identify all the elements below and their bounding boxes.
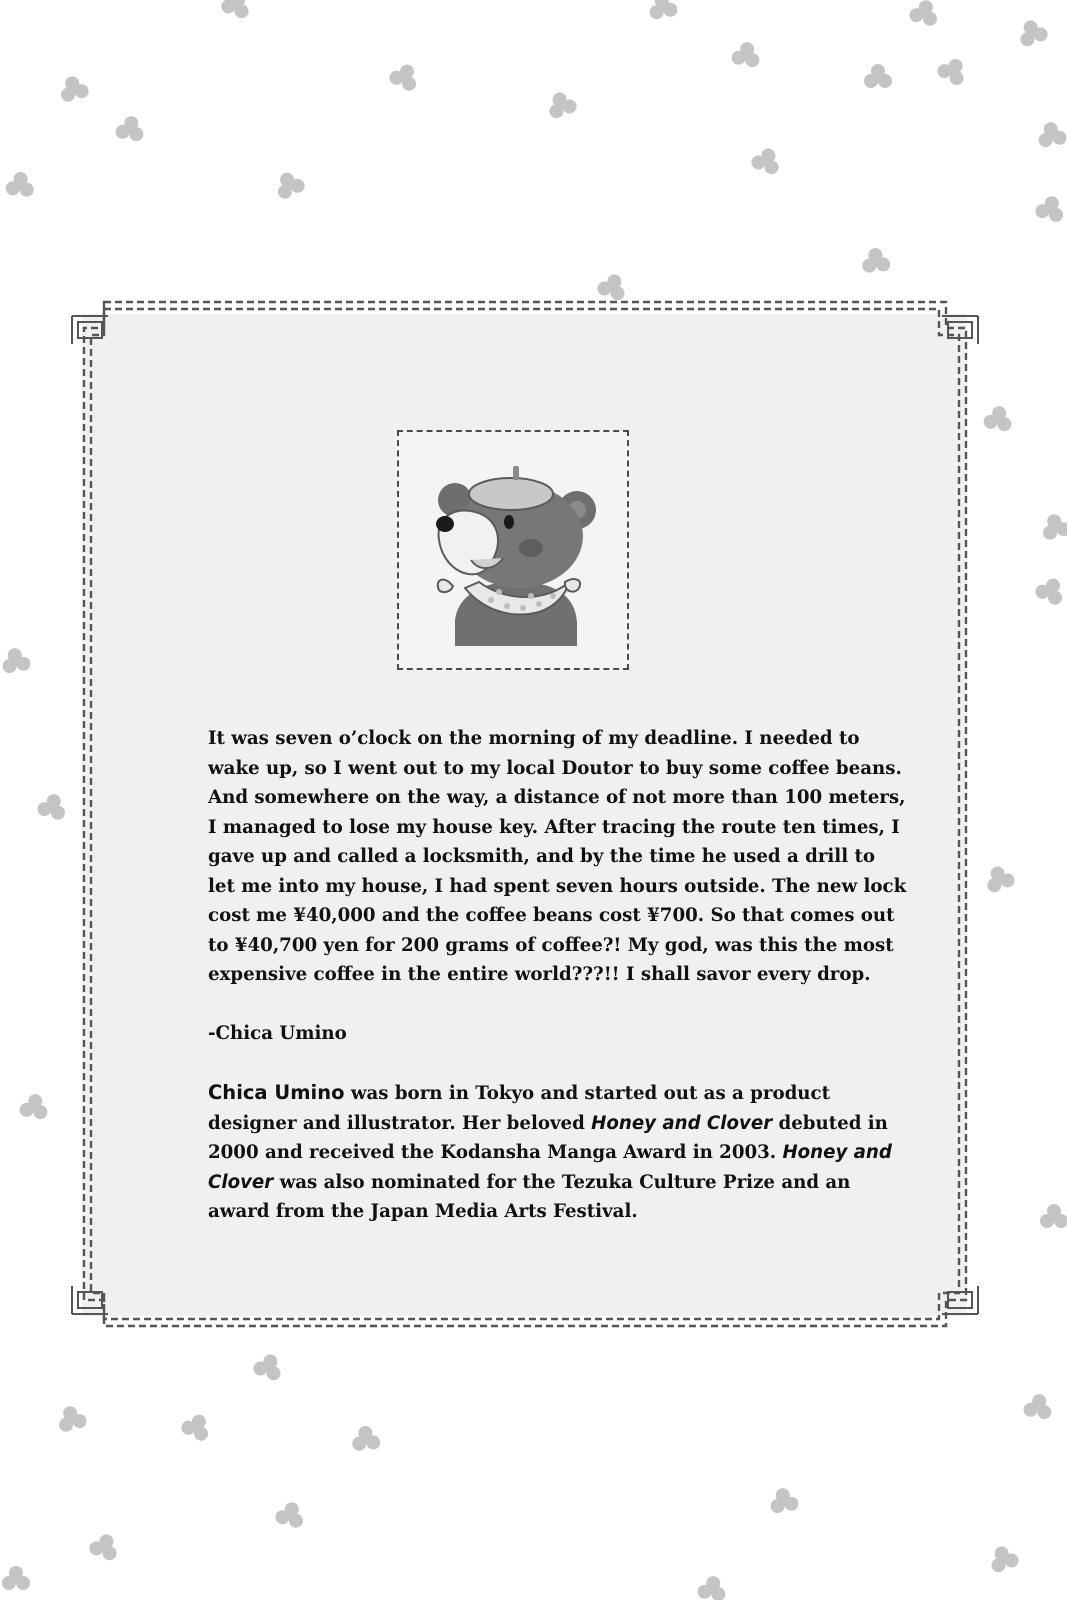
bio-text-3: was also nominated for the Tezuka Culture Prize and an award from the Japan Media Arts Festival. (208, 1171, 851, 1222)
bio-title-2: Honey and Clover (208, 1142, 892, 1193)
author-portrait-box (397, 430, 629, 670)
note-text (208, 724, 908, 1227)
author-bio (208, 1078, 908, 1227)
bio-text-2: debuted in 2000 and received the Kodansha Manga Award in 2003. (208, 1112, 888, 1163)
essay-paragraph: It was seven o’clock on the morning of my deadline. I needed to wake up, so I went out to my local Doutor to buy some coffee beans. And somewhere on the way, a distance of not more than 100 meters, I managed to lose my house key. After tracing the route ten times, I gave up and called a locksmith, and by the time he used a drill to let me into my house, I had spent seven hours outside. The new lock cost me ¥40,000 and the coffee beans cost ¥700. So that comes out to ¥40,700 yen for 200 grams of coffee?! My god, was this the most expensive coffee in the entire world???!! I shall savor every drop. (208, 728, 907, 985)
bear-with-beret-icon (399, 432, 627, 668)
bio-author-name: Chica Umino (208, 1081, 345, 1104)
bio-title-1: Honey and Clover (591, 1112, 773, 1134)
essay-signature: -Chica Umino (208, 1023, 347, 1044)
bio-text-1: was born in Tokyo and started out as a product designer and illustrator. Her beloved (208, 1083, 830, 1134)
